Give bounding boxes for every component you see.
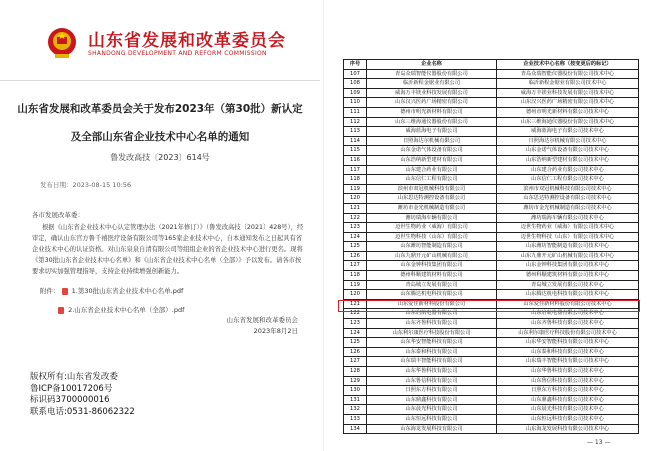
- cell-company: 日照海达尔机械有限公司: [367, 137, 497, 147]
- cell-index: 133: [344, 415, 367, 425]
- cell-center: 德州科顺建筑材料有限公司技术中心: [497, 271, 639, 281]
- cell-index: 125: [344, 338, 367, 348]
- table-row: [344, 98, 639, 108]
- cell-company: 山东思达特测控设备有限公司: [367, 194, 497, 204]
- cell-index: 124: [344, 233, 367, 243]
- attachment-2-link[interactable]: 2.山东省企业技术中心名单（全部）.pdf: [68, 306, 185, 314]
- cell-index: 120: [344, 194, 367, 204]
- article-title-line1: 山东省发展和改革委员会关于发布2023年（第30批）新认定: [17, 103, 303, 115]
- cell-company: 威海蓝海电子有限公司: [367, 127, 497, 137]
- cell-center: 山东金诺气体设备有限公司技术中心: [497, 146, 639, 156]
- table-row: [344, 214, 639, 224]
- cell-center: 山东思达特测控设备有限公司技术中心: [497, 194, 639, 204]
- cell-company: 日照东方科技有限公司: [367, 386, 497, 396]
- cell-center: 潍坊瑞海车辆有限公司技术中心: [497, 214, 639, 224]
- cell-company: 山东恒远科技有限公司: [367, 415, 497, 425]
- table-row: [344, 425, 639, 435]
- cell-index: 109: [344, 89, 367, 99]
- cell-index: 110: [344, 98, 367, 108]
- cell-center: 山东泰和科技有限公司技术中心: [497, 348, 639, 358]
- cell-center: 滨州市双冠机械科技有限公司技术中心: [497, 185, 639, 195]
- cell-center: 山东鼎鑫科技有限公司技术中心: [497, 396, 639, 406]
- cell-index: 111: [344, 108, 367, 118]
- cell-center: 山东爱佳新材料股份有限公司技术中心: [497, 300, 639, 310]
- cell-index: 122: [344, 214, 367, 224]
- table-row: [344, 309, 639, 319]
- cell-index: 118: [344, 271, 367, 281]
- cell-center: 迈世生物科技（山东）有限公司技术中心: [497, 233, 639, 243]
- cell-index: 107: [344, 70, 367, 80]
- table-row: [344, 300, 639, 310]
- table-row: [344, 89, 639, 99]
- cell-index: 115: [344, 146, 367, 156]
- cell-center: 日照东方科技有限公司技术中心: [497, 386, 639, 396]
- cell-index: 119: [344, 185, 367, 195]
- cell-center: 临沂新程金锯业有限公司技术中心: [497, 79, 639, 89]
- cell-index: 126: [344, 252, 367, 262]
- table-row: [344, 137, 639, 147]
- cell-center: 山东齐鲁科技有限公司技术中心: [497, 319, 639, 329]
- cell-company: 山东齐鲁科技有限公司: [367, 319, 497, 329]
- cell-center: 山东建合药业有限公司技术中心: [497, 166, 639, 176]
- cell-center: 山东三维海通仪器股份有限公司技术中心: [497, 118, 639, 128]
- cell-company: 潍坊瑞海车辆有限公司: [367, 214, 497, 224]
- table-row: [344, 338, 639, 348]
- cell-company: 山东鲁信科技有限公司: [367, 377, 497, 387]
- table-row: [344, 175, 639, 185]
- table-row: [344, 377, 639, 387]
- table-row: [344, 118, 639, 128]
- cell-index: 130: [344, 386, 367, 396]
- cell-index: 112: [344, 118, 367, 128]
- cell-center: 山东晨光科技有限公司技术中心: [497, 405, 639, 415]
- pdf-icon: [62, 288, 68, 295]
- table-row: [344, 405, 639, 415]
- table-row: [344, 261, 639, 271]
- cell-company: 山东华安智能科技有限公司: [367, 338, 497, 348]
- table-row: [344, 146, 639, 156]
- table-row: [344, 70, 639, 80]
- cell-center: 山东浩纳新型建材有限公司技术中心: [497, 156, 639, 166]
- cell-index: 134: [344, 425, 367, 435]
- cell-center: 山东腾达机电科技有限公司技术中心: [497, 290, 639, 300]
- header-cell-company: 企业名称: [367, 60, 497, 70]
- cell-center: 山东启航电器有限公司技术中心: [497, 309, 639, 319]
- cell-index: 121: [344, 204, 367, 214]
- attachment-1: [40, 286, 183, 295]
- table-row: [344, 223, 639, 233]
- national-emblem-icon: [46, 26, 78, 60]
- table-row: [344, 185, 639, 195]
- tech-center-table: [343, 59, 639, 434]
- org-name-en: SHANDONG DEVELOPMENT AND REFORM COMMISSION: [88, 50, 267, 57]
- cell-company: 山东金钟科技集团有限公司: [367, 261, 497, 271]
- cell-index: 127: [344, 357, 367, 367]
- notice-page: [0, 0, 320, 451]
- table-row: [344, 348, 639, 358]
- cell-center: 日照海达尔机械有限公司技术中心: [497, 137, 639, 147]
- cell-center: 山东华安智能科技有限公司技术中心: [497, 338, 639, 348]
- header-cell-center: 企业技术中心名称（按变更后的标记）: [497, 60, 639, 70]
- table-row: [344, 204, 639, 214]
- cell-company: 山东九鼎开元矿山机械有限公司: [367, 252, 497, 262]
- cell-center: 青岛城立发展有限公司技术中心: [497, 281, 639, 291]
- cell-index: 123: [344, 319, 367, 329]
- table-row: [344, 252, 639, 262]
- cell-index: 113: [344, 127, 367, 137]
- cell-company: 威海万丰镁业科技发展有限公司: [367, 89, 497, 99]
- table-row: [344, 108, 639, 118]
- cell-index: 124: [344, 329, 367, 339]
- table-row: [344, 233, 639, 243]
- list-document-page: [327, 2, 659, 451]
- site-header: [40, 24, 310, 68]
- cell-index: 123: [344, 223, 367, 233]
- cell-index: 121: [344, 300, 367, 310]
- table-row: [344, 319, 639, 329]
- cell-index: 132: [344, 405, 367, 415]
- article-title-line2: 及全部山东省企业技术中心名单的通知: [70, 131, 250, 143]
- cell-company: 山东信仁工程有限公司: [367, 175, 497, 185]
- cell-center: 威海万丰镁业科技发展有限公司技术中心: [497, 89, 639, 99]
- cell-index: 126: [344, 348, 367, 358]
- cell-index: 127: [344, 261, 367, 271]
- cell-center: 山东恒远科技有限公司技术中心: [497, 415, 639, 425]
- table-row: [344, 396, 639, 406]
- table-row: [344, 79, 639, 89]
- attachment-label: 附件：: [40, 287, 60, 295]
- footer-copyright: 版权所有:山东省发改委: [30, 372, 118, 382]
- cell-index: 120: [344, 290, 367, 300]
- cell-company: 山东浩纳新型建材有限公司: [367, 156, 497, 166]
- cell-company: 临沂新程金锯业有限公司: [367, 79, 497, 89]
- cell-center: 山东华鲁科技有限公司技术中心: [497, 367, 639, 377]
- cell-index: 122: [344, 309, 367, 319]
- cell-company: 山东鼎鑫科技有限公司: [367, 396, 497, 406]
- cell-company: 德州科顺建筑材料有限公司: [367, 271, 497, 281]
- cell-company: 山东海龙发展科技有限公司: [367, 425, 497, 435]
- cell-company: 山东腾达机电科技有限公司: [367, 290, 497, 300]
- cell-company: 迈世生物药业（威海）有限公司: [367, 223, 497, 233]
- cell-company: 山东晨光科技有限公司: [367, 405, 497, 415]
- header-cell-index: 序号: [344, 60, 367, 70]
- cell-index: 108: [344, 79, 367, 89]
- cell-company: 山东建合药业有限公司: [367, 166, 497, 176]
- cell-index: 119: [344, 281, 367, 291]
- table-row: [344, 271, 639, 281]
- attachment-1-link[interactable]: 1.第30批山东省企业技术中心名单.pdf: [71, 287, 184, 295]
- pdf-icon: [58, 307, 64, 314]
- cell-company: 山东启航电器有限公司: [367, 309, 497, 319]
- signing-org: 山东省发展和改革委员会: [226, 316, 298, 324]
- table-row: [344, 329, 639, 339]
- cell-company: 山东瑞丰智能科技有限公司: [367, 357, 497, 367]
- cell-index: 128: [344, 367, 367, 377]
- cell-index: 116: [344, 156, 367, 166]
- cell-center: 山东信仁工程有限公司技术中心: [497, 175, 639, 185]
- table-row: [344, 415, 639, 425]
- cell-company: 迈世生物科技（山东）有限公司: [367, 233, 497, 243]
- site-footer: [30, 372, 135, 418]
- publish-time: 发布日期：2023-08-15 10:56: [40, 181, 132, 189]
- table-row: [344, 357, 639, 367]
- table-row: [344, 194, 639, 204]
- cell-company: 青岛众瑞智能仪器股份有限公司: [367, 70, 497, 80]
- table-header-row: [344, 60, 639, 70]
- cell-center: 潍坊市金光机械制造有限公司技术中心: [497, 204, 639, 214]
- cell-index: 131: [344, 396, 367, 406]
- cell-company: 青岛城立发展有限公司: [367, 281, 497, 291]
- cell-center: 山东九鼎开元矿山机械有限公司技术中心: [497, 252, 639, 262]
- page-divider: [323, 0, 324, 451]
- article-body: 根据《山东省企业技术中心认定管理办法（2021年修订）》（鲁发改高技〔2021〕428号），经审定，确认山东官方鲁千禧医疗设备有限公司等165家企业技术中心，自本通知发布之日起具有省企业技术中心的认证资格。对山东泉泉自清有限公司等组组企业的省企业技术中心进行更名。现将《第30批山东省企业技术中心名单》和《山东省企业技术中心名单（全部）》予以发布。请各市按要求切实加强管理指导，支持企业持续增强创新能力。: [32, 224, 304, 275]
- table-row: [344, 242, 639, 252]
- table-row: [344, 290, 639, 300]
- cell-company: 潍坊市金光机械制造有限公司: [367, 204, 497, 214]
- cell-center: 青岛众瑞智能仪器股份有限公司技术中心: [497, 70, 639, 80]
- cell-center: 山东潍坊智能制造有限公司技术中心: [497, 242, 639, 252]
- cell-center: 山东汉兴医药广场精密有限公司技术中心: [497, 98, 639, 108]
- table-row: [344, 386, 639, 396]
- table-row: [344, 156, 639, 166]
- page-number: — 13 —: [587, 439, 611, 446]
- cell-index: 125: [344, 242, 367, 252]
- cell-company: 山东金诺气体设备有限公司: [367, 146, 497, 156]
- cell-center: 山东金钟科技集团有限公司技术中心: [497, 261, 639, 271]
- addressee: 各市发展改革委：: [32, 211, 84, 219]
- cell-company: 德州市明光新材料有限公司: [367, 108, 497, 118]
- cell-center: 山东海龙发展科技有限公司技术中心: [497, 425, 639, 435]
- signing-date: 2023年8月2日: [253, 327, 298, 335]
- footer-phone: 联系电话:0531-86062322: [30, 406, 135, 417]
- header-divider: [0, 80, 320, 81]
- cell-center: 威海蓝海电子有限公司技术中心: [497, 127, 639, 137]
- cell-company: 山东华鲁科技有限公司: [367, 367, 497, 377]
- cell-company: 滨州市双冠机械科技有限公司: [367, 185, 497, 195]
- cell-index: 114: [344, 137, 367, 147]
- table-row: [344, 367, 639, 377]
- org-name-cn: 山东省发展和改革委员会: [88, 31, 286, 51]
- cell-company: 山东汉兴医药广场精密有限公司: [367, 98, 497, 108]
- table-row: [344, 127, 639, 137]
- cell-index: 129: [344, 377, 367, 387]
- table-row: [344, 281, 639, 291]
- document-number: 鲁发改高技〔2023〕614号: [110, 153, 210, 162]
- cell-center: 德州市明光新材料有限公司技术中心: [497, 108, 639, 118]
- cell-index: 117: [344, 166, 367, 176]
- cell-index: 118: [344, 175, 367, 185]
- cell-company: 山东潍坊智能制造有限公司: [367, 242, 497, 252]
- cell-company: 山东泰和科技有限公司: [367, 348, 497, 358]
- cell-company: 山东三维海通仪器股份有限公司: [367, 118, 497, 128]
- cell-center: 山东利尔康医疗科技股份有限公司技术中心: [497, 329, 639, 339]
- attachment-2: [58, 305, 184, 314]
- table-row: [344, 166, 639, 176]
- cell-center: 山东瑞丰智能科技有限公司技术中心: [497, 357, 639, 367]
- cell-company: 山东利尔康医疗科技股份有限公司: [367, 329, 497, 339]
- cell-company: 山东爱佳新材料股份有限公司: [367, 300, 497, 310]
- cell-center: 迈世生物药业（威海）有限公司技术中心: [497, 223, 639, 233]
- footer-icp: 鲁ICP备10017206号: [30, 383, 113, 394]
- footer-site-code: 标识码3700000016: [30, 395, 110, 405]
- cell-center: 山东鲁信科技有限公司技术中心: [497, 377, 639, 387]
